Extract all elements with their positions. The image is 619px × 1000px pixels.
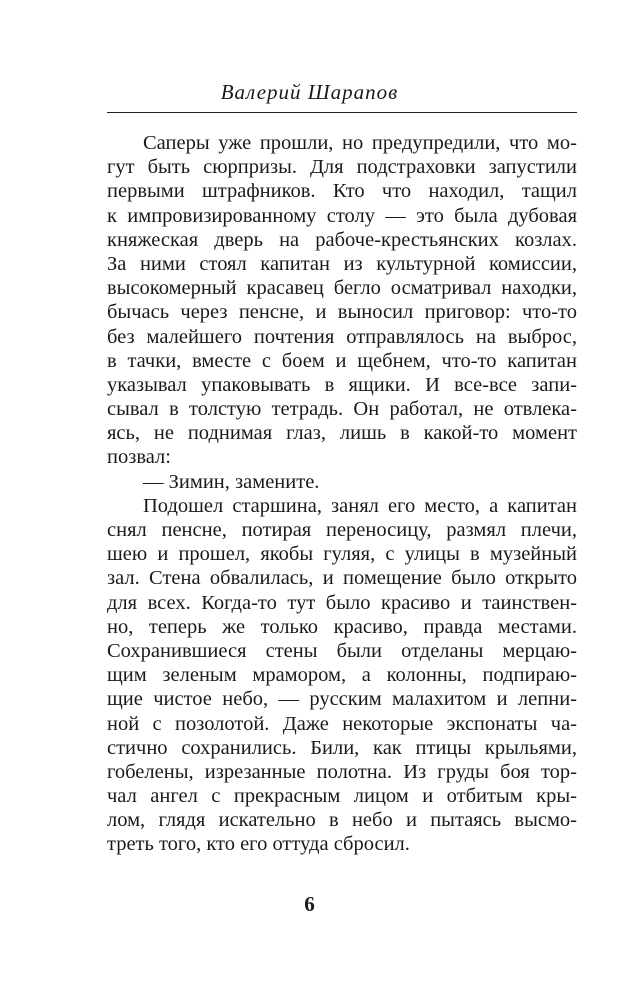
text-line: гут быть сюрпризы. Для подстраховки запустили [107,156,577,179]
page-number: 6 [304,892,315,916]
text-line: зал. Стена обвалилась, и помещение было открыто [107,567,577,590]
text-line: сывал в толстую тетрадь. Он работал, не отвлека- [107,398,577,421]
text-line: первыми штрафников. Кто что находил, тащил [107,180,577,203]
text-line: треть того, кто его оттуда сбросил. [107,833,410,856]
text-line: щие чистое небо, — русским малахитом и лепни- [107,688,577,711]
text-line: снял пенсне, потирая переносицу, размял плечи, [107,519,577,541]
text-line: щим зеленым мрамором, а колонны, подпираю- [107,664,577,687]
text-line: За ними стоял капитан из культурной комиссии, [107,252,577,275]
text-line: ясь, не поднимая глаз, лишь в какой-то момент [107,422,577,445]
text-line: Сохранившиеся стены были отделаны мерцаю- [107,639,577,662]
text-line: чал ангел с прекрасным лицом и отбитым кры- [107,785,577,808]
text-line: ной с позолотой. Даже некоторые экспонаты ча- [107,712,577,735]
body-text [107,131,577,857]
text-line: лом, глядя искательно в небо и пытаясь высмо- [107,809,577,832]
text-line: указывал упаковывать в ящики. И все-все запи- [107,373,577,396]
text-line: для всех. Когда-то тут было красиво и таинствен- [107,591,577,614]
text-line: к импровизированному столу — это была дубовая [107,204,577,227]
text-line: княжеская дверь на рабоче-крестьянских козлах. [107,228,577,251]
text-line: без малейшего почтения отправлялось на выброс, [107,325,577,348]
text-line: высокомерный красавец бегло осматривал находки, [107,277,577,300]
text-line: Саперы уже прошли, но предупредили, что мо- [143,132,577,154]
text-line: позвал: [107,446,171,469]
text-line: Подошел старшина, занял его место, а капитан [143,494,577,517]
running-head-author: Валерий Шарапов [220,80,399,104]
header-rule [107,112,577,113]
text-line: но, теперь же только красиво, правда местами. [107,615,577,638]
text-line: гобелены, изрезанные полотна. Из груды боя тор- [107,760,577,783]
text-line: шею и прошел, якобы гуляя, с улицы в музейный [107,543,577,566]
text-line: бычась через пенсне, и выносил приговор: что-то [107,301,577,324]
text-line: стично сохранились. Били, как птицы крыльями, [107,736,577,759]
text-line: в тачки, вместе с боем и щебнем, что-то капитан [107,349,577,372]
text-line: — Зимин, замените. [143,470,320,493]
